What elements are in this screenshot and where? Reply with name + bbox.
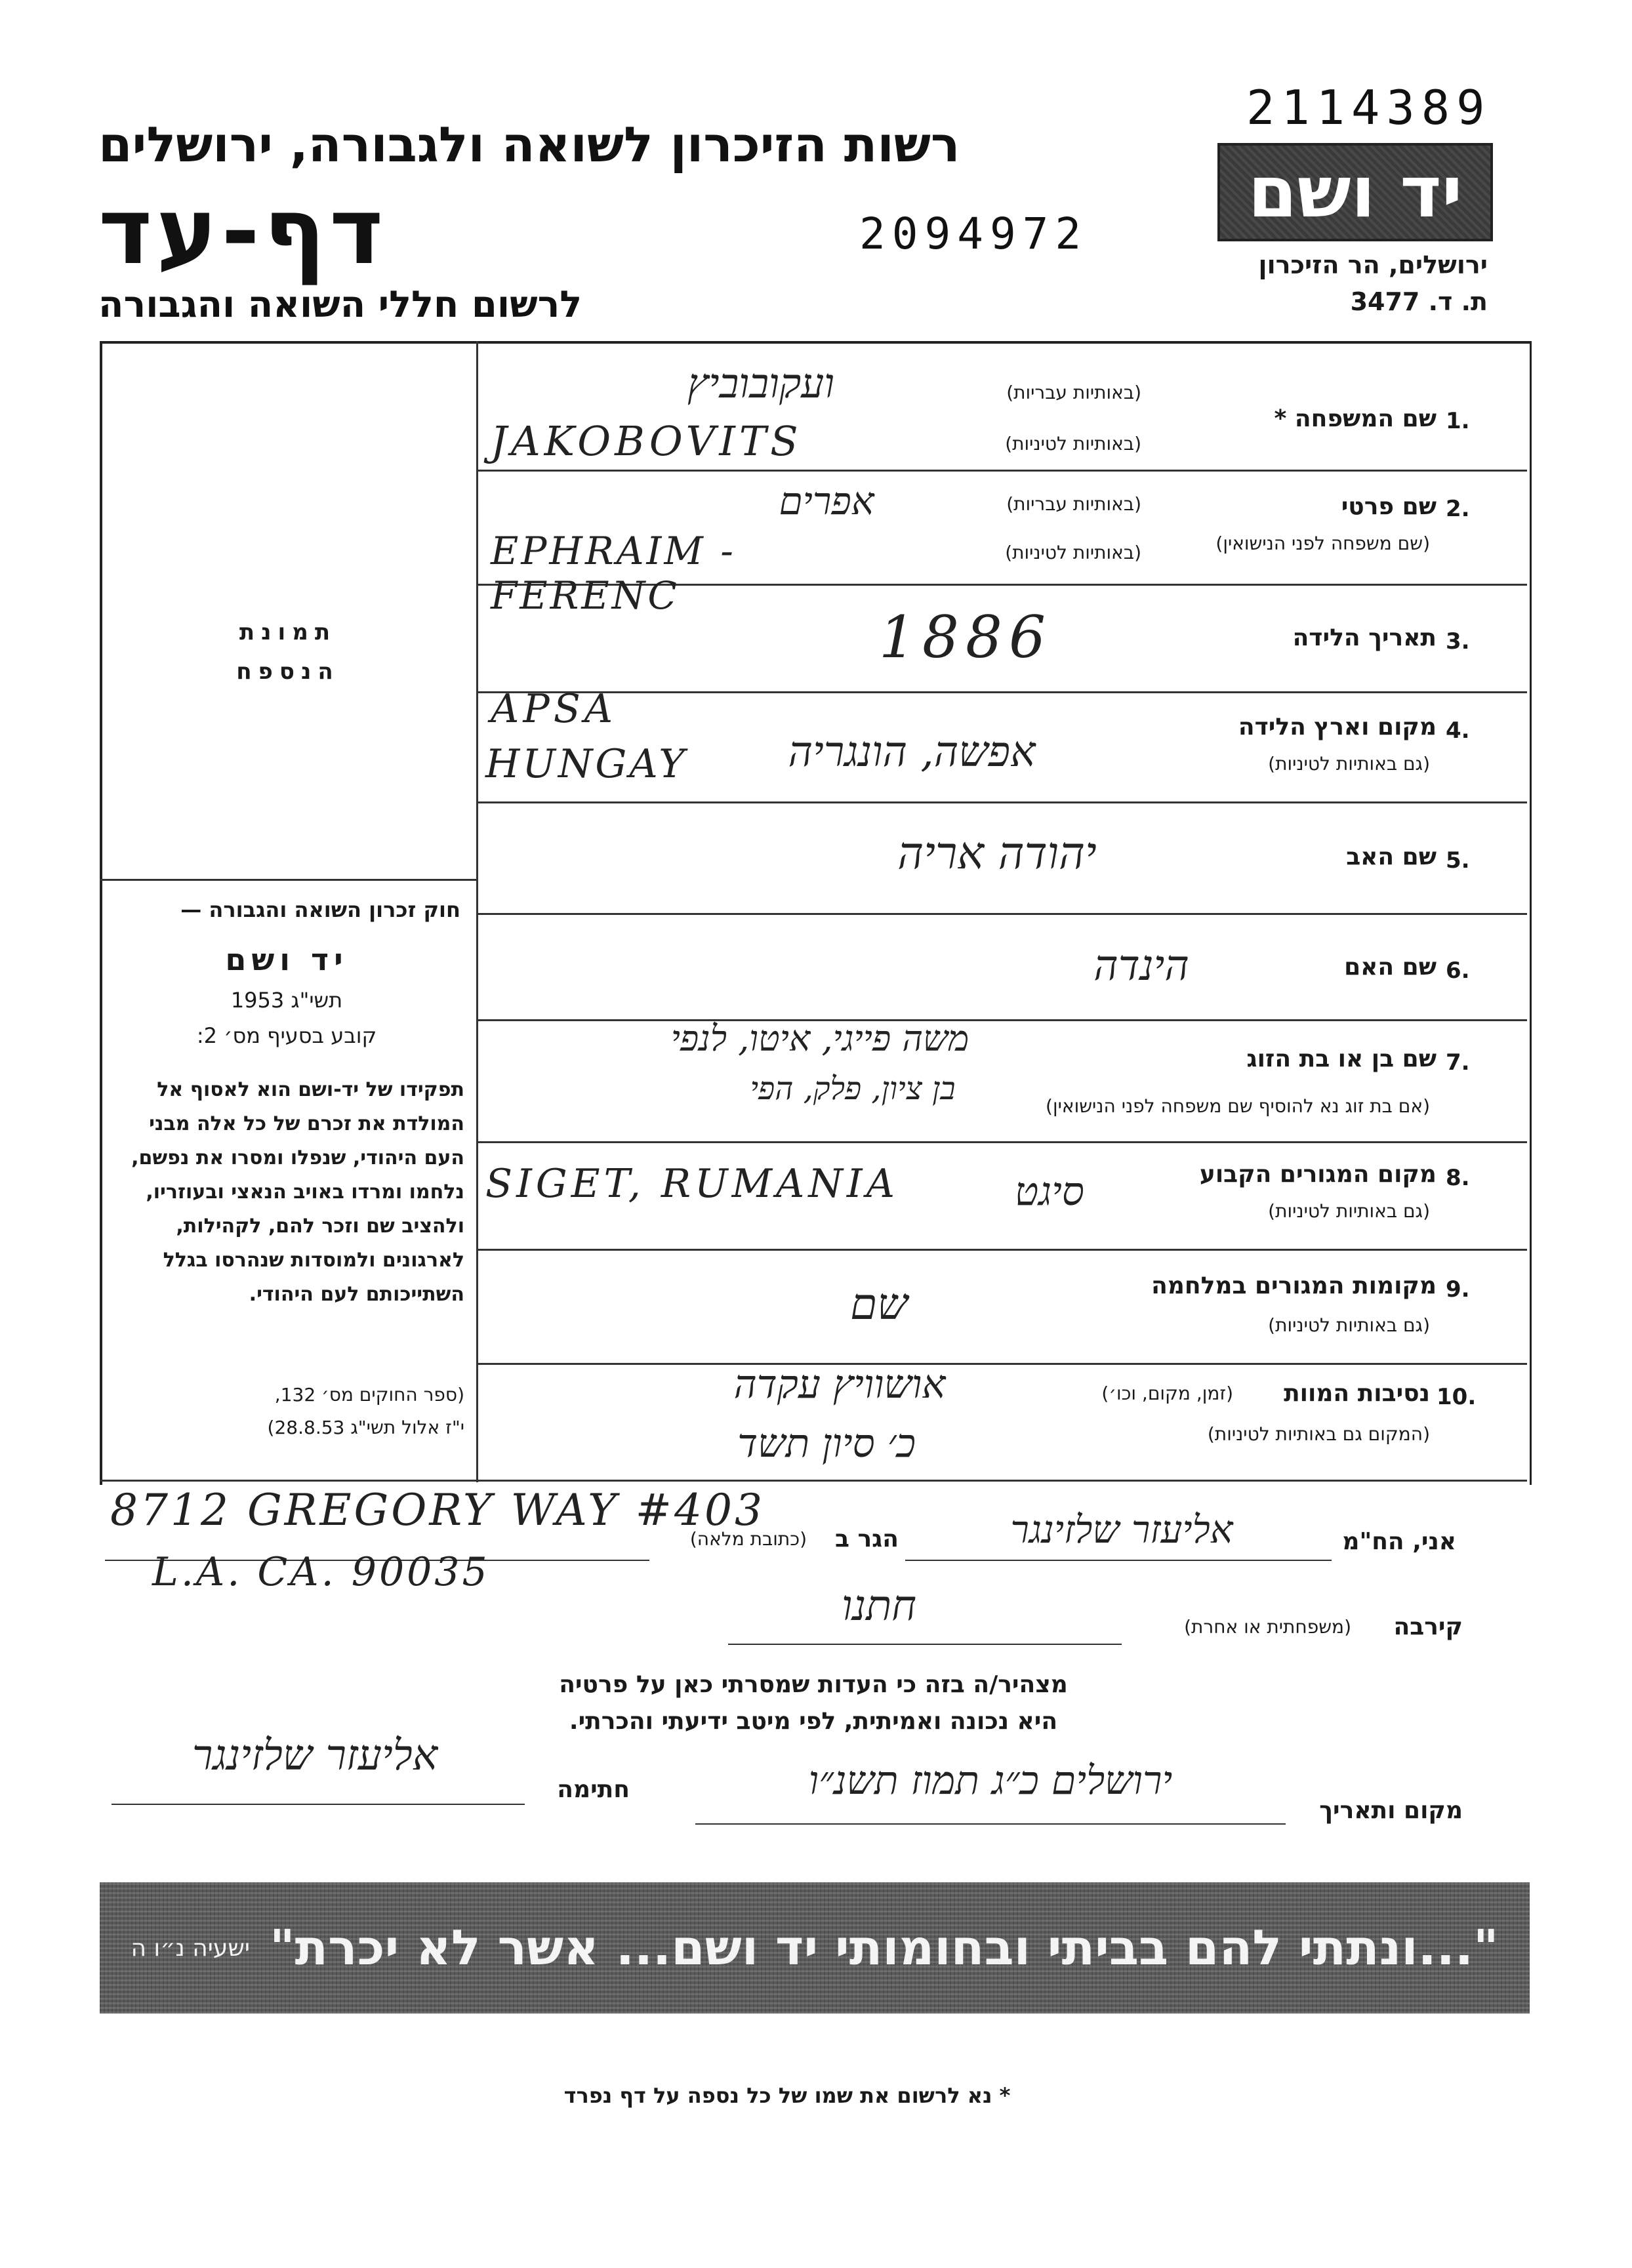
field-6-label: שם האם [1344, 954, 1437, 981]
law-heading: חוק זכרון השואה והגבורה — [180, 897, 460, 922]
photo-label-line-2: הנספח [236, 658, 340, 685]
field-9-sub: (גם באותיות לטיניות) [1268, 1314, 1430, 1336]
place-date-line [695, 1823, 1286, 1825]
field-8-number: 8. [1446, 1165, 1470, 1191]
field-10-number: 10. [1437, 1384, 1477, 1410]
place-date-value: ירושלים כ״ג תמוז תשנ״ו [808, 1758, 1173, 1804]
field-3-label: תאריך הלידה [1292, 624, 1437, 651]
field-2-sub: (שם משפחה לפני הנישואין) [1215, 533, 1430, 554]
declarant-name-line [905, 1560, 1332, 1561]
footnote: * נא לרשום את שמו של כל נספה על דף נפרד [563, 2083, 1011, 2108]
field-4-label: מקום וארץ הלידה [1238, 714, 1437, 740]
relation-line [728, 1644, 1122, 1645]
field-1-hebrew-value: ועקובוביץ [687, 359, 835, 407]
field-8-label: מקום המגורים הקבוע [1199, 1161, 1437, 1188]
yad-vashem-logo: יד ושם [1217, 143, 1493, 241]
relation-value: חתנו [841, 1582, 917, 1630]
law-citation-1: (ספר החוקים מס׳ 132, [274, 1384, 464, 1406]
field-4-hebrew-value: אפשה, הונגריה [788, 728, 1036, 777]
banner-quote: "...ונתתי להם בביתי ובחומותי יד ושם... אשר לא יכרת" [269, 1920, 1499, 1976]
relation-label: קירבה [1393, 1613, 1463, 1640]
field-3-number: 3. [1446, 628, 1470, 655]
law-citation-2: י"ז אלול תשי"ג 28.8.53) [267, 1417, 464, 1438]
row-separator [476, 691, 1527, 693]
field-9-label: מקומות המגורים במלחמה [1151, 1272, 1437, 1299]
field-10-value-1: אושוויץ עקדה [733, 1362, 946, 1407]
declarant-label: אני, הח"מ [1342, 1528, 1456, 1555]
quote-banner [100, 1882, 1530, 2014]
field-10-label: נסיבות המוות [1284, 1380, 1430, 1407]
field-2-latin-value: EPHRAIM - FERENC [491, 529, 736, 618]
declarant-name: אליעזר שלזינגר [1010, 1507, 1233, 1552]
law-name: יד ושם [225, 942, 348, 977]
field-5-label: שם האב [1346, 843, 1437, 870]
form-bottom-line [100, 1480, 1527, 1482]
authority-title: רשות הזיכרון לשואה ולגבורה, ירושלים [98, 117, 960, 173]
row-separator [476, 801, 1527, 803]
field-1-label: שם המשפחה * [1274, 405, 1437, 432]
field-6-value: הינדה [1093, 942, 1189, 990]
signature-line [112, 1804, 525, 1805]
field-8-latin-value: SIGET, RUMANIA [485, 1161, 899, 1207]
row-separator [476, 913, 1527, 915]
field-5-value: יהודה אריה [897, 828, 1097, 880]
column-divider [476, 341, 478, 1482]
field-4-latin-value-2: HUNGAY [485, 741, 687, 787]
place-date-label: מקום ותאריך [1319, 1797, 1463, 1824]
form-title: דף-עד [98, 178, 388, 285]
field-2-hebrew-value: אפרים [779, 479, 874, 523]
field-10-value-2: כ׳ סיון תשד [737, 1421, 916, 1467]
field-1-latin-value: JAKOBOVITS [491, 417, 802, 465]
field-9-number: 9. [1446, 1276, 1470, 1303]
signature-label: חתימה [557, 1776, 630, 1803]
field-8-sub: (גם באותיות לטיניות) [1268, 1200, 1430, 1222]
field-1-hebrew-hint: (באותיות עבריות) [1006, 382, 1141, 403]
field-2-hebrew-hint: (באותיות עבריות) [1006, 493, 1141, 515]
field-10-hint: (זמן, מקום, וכו׳) [1101, 1383, 1233, 1404]
address-line-2: ת. ד. 3477 [1350, 287, 1488, 316]
row-separator [476, 470, 1527, 472]
field-2-latin-hint: (באותיות לטיניות) [1005, 542, 1141, 563]
field-2-number: 2. [1446, 496, 1470, 522]
field-9-value: שם [850, 1279, 908, 1329]
law-year: תשי"ג 1953 [230, 988, 343, 1013]
document-number: 2114389 [1246, 80, 1492, 135]
field-7-value-1: משה פייגי, איטו, לנפי [670, 1018, 969, 1059]
field-10-sub: (המקום גם באותיות לטיניות) [1207, 1423, 1430, 1445]
field-3-value: 1886 [879, 603, 1052, 671]
field-7-number: 7. [1446, 1049, 1470, 1076]
field-4-sub: (גם באותיות לטיניות) [1268, 753, 1430, 775]
field-7-label: שם בן או בת הזוג [1246, 1045, 1437, 1072]
row-separator [476, 1141, 1527, 1143]
field-1-latin-hint: (באותיות לטיניות) [1005, 433, 1141, 455]
field-5-number: 5. [1446, 847, 1470, 874]
statement-line-1: מצהיר/ה בזה כי העדות שמסרתי כאן על פרטיה [559, 1671, 1068, 1698]
statement-line-2: היא נכונה ואמיתית, לפי מיטב ידיעתי והכרתי. [569, 1708, 1058, 1735]
law-paragraph: תפקידו של יד-ושם הוא לאסוף אל המולדת את זכרם של כל אלה מבני העם היהודי, שנפלו ומסרו את נפשם, נלחמו ומרדו באויב הנאצי ובעוזריו, ולהציב שם וזכר להם, לקהילות, לארגונים ולמוסדות שנהרסו בגלל השתייכותם לעם היהודי. [131, 1078, 464, 1306]
photo-label-line-1: תמונת [239, 619, 337, 645]
field-8-hebrew-value: סיגט [1015, 1169, 1084, 1215]
form-number: 2094972 [859, 209, 1088, 259]
field-4-number: 4. [1446, 718, 1470, 744]
field-4-latin-value-1: APSA [491, 686, 617, 732]
declarant-address-1: 8712 GREGORY WAY #403 [110, 1485, 765, 1535]
declarant-address-2: L.A. CA. 90035 [152, 1549, 490, 1595]
law-section: קובע בסעיף מס׳ 2: [196, 1023, 377, 1048]
field-7-sub: (אם בת זוג נא להוסיף שם משפחה לפני הנישואין) [1046, 1095, 1430, 1117]
banner-source: ישעיה נ״ו ה [131, 1934, 250, 1962]
relation-hint: (משפחתית או אחרת) [1184, 1616, 1351, 1638]
field-6-number: 6. [1446, 958, 1470, 984]
field-2-label: שם פרטי [1341, 493, 1437, 520]
field-1-number: 1. [1446, 408, 1470, 434]
photo-law-divider [100, 879, 476, 881]
form-subtitle: לרשום חללי השואה והגבורה [98, 283, 582, 326]
address-hint: (כתובת מלאה) [689, 1528, 807, 1550]
residing-label: הגר ב [835, 1526, 899, 1552]
signature-value: אליעזר שלזינגר [192, 1731, 438, 1780]
row-separator [476, 1249, 1527, 1251]
address-line-1: ירושלים, הר הזיכרון [1258, 251, 1488, 279]
field-7-value-2: בן ציון, פלק, הפי [750, 1070, 956, 1107]
